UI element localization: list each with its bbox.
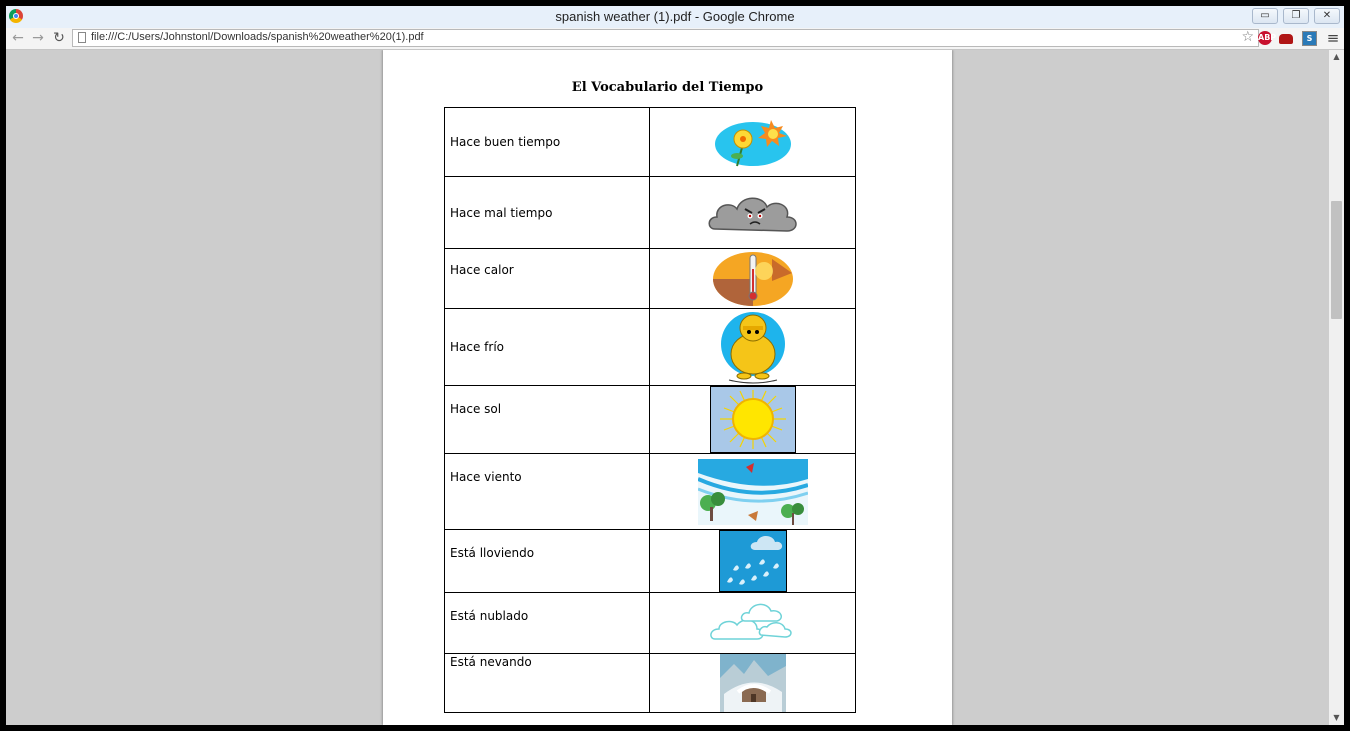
freezing-person-icon [650, 309, 856, 386]
sun-icon [650, 386, 856, 454]
vocab-label: Está nublado [445, 593, 650, 654]
scroll-up-icon[interactable]: ▲ [1333, 52, 1340, 61]
vocab-label: Está nevando [445, 654, 650, 713]
flower-sun-icon [650, 108, 856, 177]
vocab-label: Hace buen tiempo [445, 108, 650, 177]
table-row [445, 177, 856, 249]
vertical-scrollbar[interactable] [1329, 50, 1344, 725]
windy-trees-icon [650, 454, 856, 530]
scroll-down-icon[interactable]: ▼ [1333, 713, 1340, 722]
scrollbar-thumb[interactable] [1331, 201, 1342, 319]
rain-icon [650, 530, 856, 593]
vocab-label: Está lloviendo [445, 530, 650, 593]
forward-button[interactable]: → [32, 30, 44, 46]
table-row [445, 309, 856, 386]
table-row [445, 249, 856, 309]
bookmark-star-icon[interactable]: ☆ [1241, 29, 1254, 45]
minimize-button[interactable]: ▭ [1252, 8, 1278, 24]
table-row [445, 530, 856, 593]
browser-window [6, 6, 1344, 725]
angry-cloud-icon [650, 177, 856, 249]
page-icon [78, 32, 86, 43]
window-title: spanish weather (1).pdf - Google Chrome [555, 9, 795, 24]
clouds-icon [650, 593, 856, 654]
table-row [445, 593, 856, 654]
pdf-viewer[interactable] [6, 50, 1329, 725]
table-row [445, 654, 856, 713]
menu-button[interactable]: ≡ [1326, 29, 1340, 47]
table-row [445, 108, 856, 177]
pdf-page [383, 50, 952, 725]
extension-s-icon[interactable]: S [1302, 31, 1317, 46]
table-row [445, 454, 856, 530]
document-title: El Vocabulario del Tiempo [571, 80, 764, 95]
table-row [445, 386, 856, 454]
vocab-label: Hace sol [445, 386, 650, 454]
close-button[interactable]: ✕ [1314, 8, 1340, 24]
reload-button[interactable]: ↻ [53, 30, 65, 46]
extension-sofa-icon[interactable] [1279, 34, 1293, 44]
vocabulary-table [444, 107, 856, 713]
address-bar[interactable] [72, 29, 1259, 47]
vocab-label: Hace mal tiempo [445, 177, 650, 249]
browser-toolbar [6, 28, 1344, 50]
thermometer-heat-icon [650, 249, 856, 309]
snow-house-icon [650, 654, 856, 713]
adblock-icon[interactable]: ABP [1258, 31, 1272, 45]
vocab-label: Hace calor [445, 249, 650, 309]
vocab-label: Hace frío [445, 309, 650, 386]
vocab-label: Hace viento [445, 454, 650, 530]
url-text[interactable]: file:///C:/Users/Johnstonl/Downloads/spanish%20weather%20(1).pdf [91, 31, 424, 43]
title-bar [6, 6, 1344, 28]
back-button[interactable]: ← [12, 30, 24, 46]
restore-button[interactable]: ❐ [1283, 8, 1309, 24]
